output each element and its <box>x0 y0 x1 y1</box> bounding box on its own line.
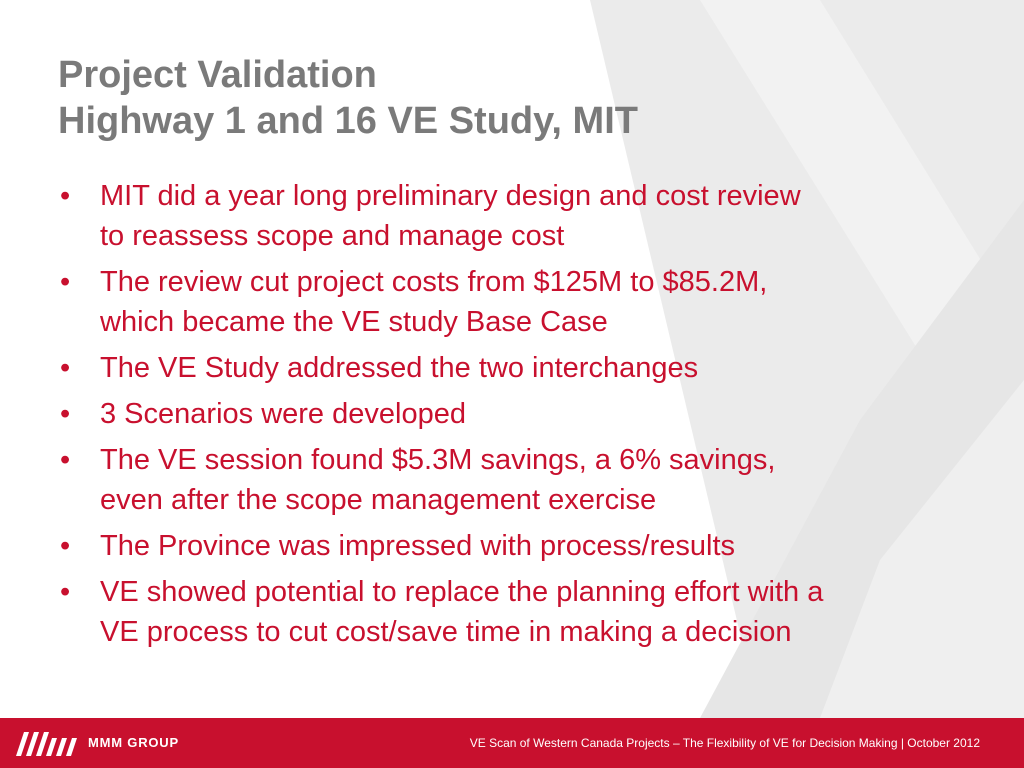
slide-title-line-2: Highway 1 and 16 VE Study, MIT <box>58 100 638 142</box>
brand-name: MMM GROUP <box>88 735 179 750</box>
bullet-item <box>58 262 978 342</box>
bullet-item <box>58 440 978 520</box>
bullet-text-line: 3 Scenarios were developed <box>100 398 466 430</box>
bullet-list <box>58 176 978 658</box>
bullet-item <box>58 572 978 652</box>
bullet-dot-icon: • <box>60 180 71 212</box>
mmm-logo-icon <box>16 732 80 756</box>
footer-caption: VE Scan of Western Canada Projects – The Flexibility of VE for Decision Making | October 2012 <box>469 736 980 750</box>
bullet-text-line: The Province was impressed with process/results <box>100 530 736 562</box>
bullet-item <box>58 348 978 388</box>
slide-title-line-1: Project Validation <box>58 54 377 96</box>
bullet-item <box>58 526 978 566</box>
bullet-item <box>58 394 978 434</box>
bullet-text-line: The review cut project costs from $125M to $85.2M, <box>100 266 768 298</box>
bullet-dot-icon: • <box>60 266 71 298</box>
bullet-text-line: VE process to cut cost/save time in making a decision <box>100 616 792 648</box>
bullet-dot-icon: • <box>60 576 71 608</box>
bullet-dot-icon: • <box>60 530 71 562</box>
bullet-dot-icon: • <box>60 444 71 476</box>
bullet-text-line: which became the VE study Base Case <box>100 306 608 338</box>
footer-bar <box>0 718 1024 768</box>
bullet-text-line: even after the scope management exercise <box>100 484 657 516</box>
bullet-text-line: MIT did a year long preliminary design and cost review <box>100 180 801 212</box>
bullet-dot-icon: • <box>60 398 71 430</box>
bullet-dot-icon: • <box>60 352 71 384</box>
bullet-text-line: to reassess scope and manage cost <box>100 220 565 252</box>
bullet-item <box>58 176 978 256</box>
bullet-text-line: The VE Study addressed the two interchanges <box>100 352 699 384</box>
bullet-text-line: The VE session found $5.3M savings, a 6% savings, <box>100 444 776 476</box>
slide-title <box>58 52 638 144</box>
bullet-text-line: VE showed potential to replace the planning effort with a <box>100 576 824 608</box>
